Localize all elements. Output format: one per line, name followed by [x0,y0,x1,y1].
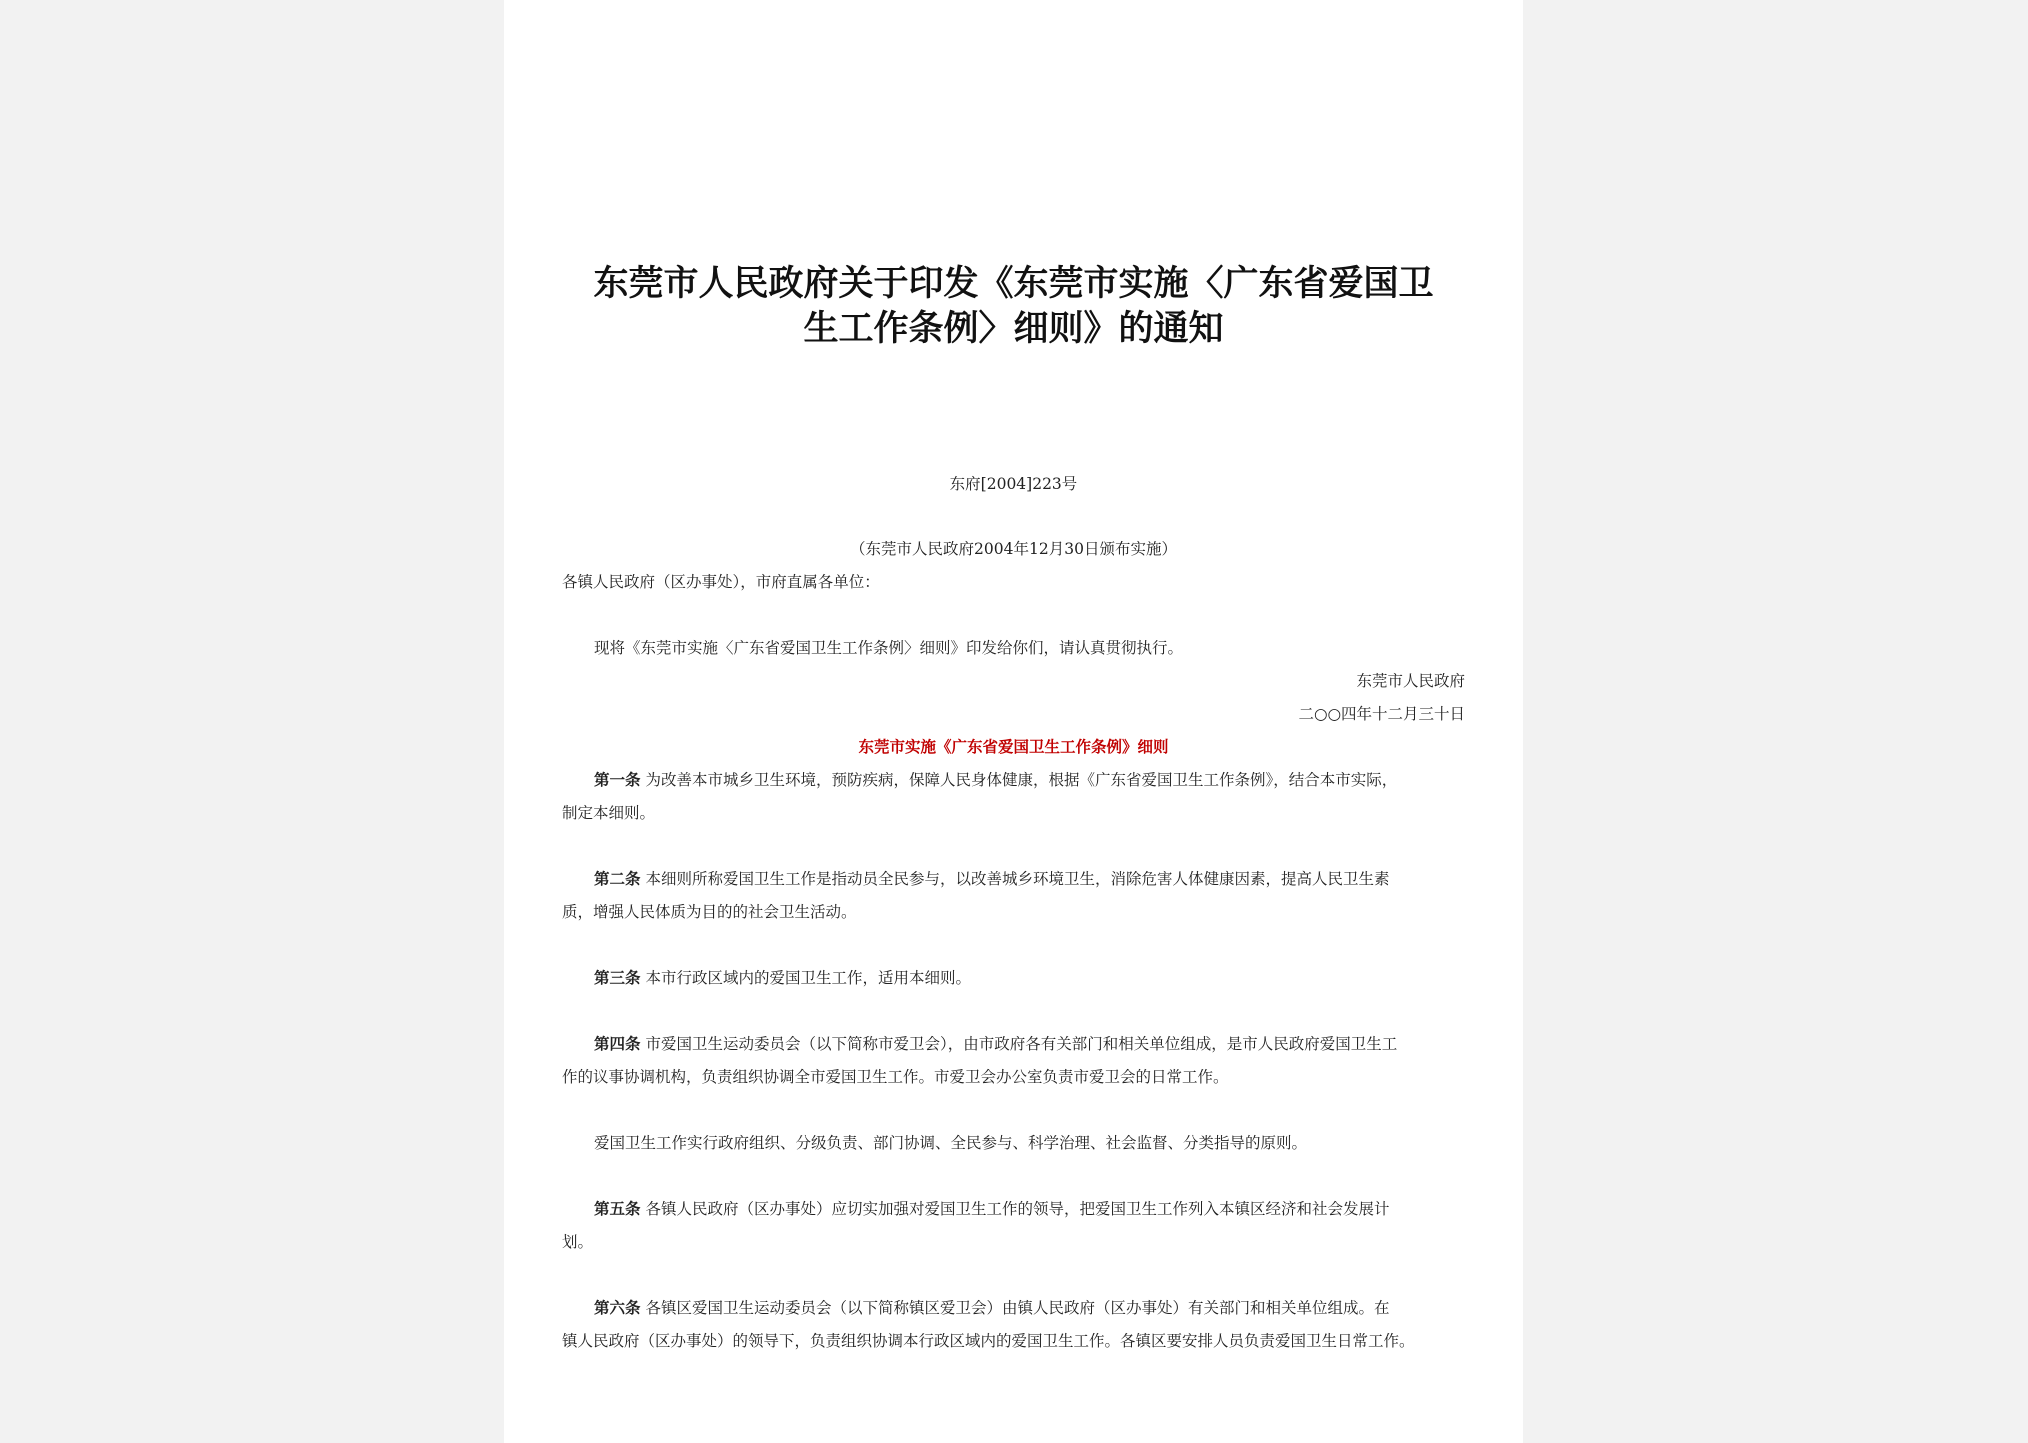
article-1-line-2: 制定本细则。 [562,804,656,822]
article-label: 第一条 [594,771,641,789]
intro-paragraph: 现将《东莞市实施〈广东省爱国卫生工作条例〉细则》印发给你们，请认真贯彻执行。 [594,639,1184,657]
article-text: 为改善本市城乡卫生环境，预防疾病，保障人民身体健康，根据《广东省爱国卫生工作条例》，结合本市实际， [645,771,1398,789]
article-text: 本市行政区域内的爱国卫生工作，适用本细则。 [645,969,971,987]
article-5-line-1 [594,1199,1389,1219]
article-4-line-2: 作的议事协调机构，负责组织协调全市爱国卫生工作。市爱卫会办公室负责市爱卫会的日常工作。 [562,1068,1229,1086]
article-3-line-1 [594,968,971,988]
article-2-line-2: 质，增强人民体质为目的的社会卫生活动。 [562,903,857,921]
article-label: 第六条 [594,1299,641,1317]
article-5-line-2: 划。 [562,1233,594,1251]
article-1-line-1 [594,770,1397,790]
principle-paragraph: 爱国卫生工作实行政府组织、分级负责、部门协调、全民参与、科学治理、社会监督、分类指导的原则。 [594,1134,1308,1152]
article-label: 第二条 [594,870,641,888]
article-2-line-1 [594,869,1389,889]
sign-date: 二○○四年十二月三十日 [1298,705,1465,723]
document-title-line-1: 东莞市人民政府关于印发《东莞市实施〈广东省爱国卫 [593,264,1434,304]
article-6-line-2: 镇人民政府（区办事处）的领导下，负责组织协调本行政区域内的爱国卫生工作。各镇区要安排人员负责爱国卫生日常工作。 [562,1332,1415,1350]
addressee: 各镇人民政府（区办事处），市府直属各单位： [562,573,880,591]
document-page [504,0,1523,1443]
document-title-line-2: 生工作条例〉细则》的通知 [803,309,1224,349]
article-4-line-1 [594,1034,1397,1054]
article-6-line-1 [594,1298,1389,1318]
article-text: 各镇区爱国卫生运动委员会（以下简称镇区爱卫会）由镇人民政府（区办事处）有关部门和相关单位组成。在 [645,1299,1390,1317]
article-label: 第五条 [594,1200,641,1218]
document-number: 东府[2004]223号 [949,475,1078,493]
signature: 东莞市人民政府 [1356,672,1465,690]
article-text: 各镇人民政府（区办事处）应切实加强对爱国卫生工作的领导，把爱国卫生工作列入本镇区经济和社会发展计 [645,1200,1390,1218]
issue-note: （东莞市人民政府2004年12月30日颁布实施） [850,540,1177,558]
article-label: 第四条 [594,1035,641,1053]
article-label: 第三条 [594,969,641,987]
article-text: 市爱国卫生运动委员会（以下简称市爱卫会），由市政府各有关部门和相关单位组成，是市人民政府爱国卫生工 [645,1035,1398,1053]
article-text: 本细则所称爱国卫生工作是指动员全民参与，以改善城乡环境卫生，消除危害人体健康因素，提高人民卫生素 [645,870,1390,888]
rules-title: 东莞市实施《广东省爱国卫生工作条例》细则 [858,737,1169,756]
